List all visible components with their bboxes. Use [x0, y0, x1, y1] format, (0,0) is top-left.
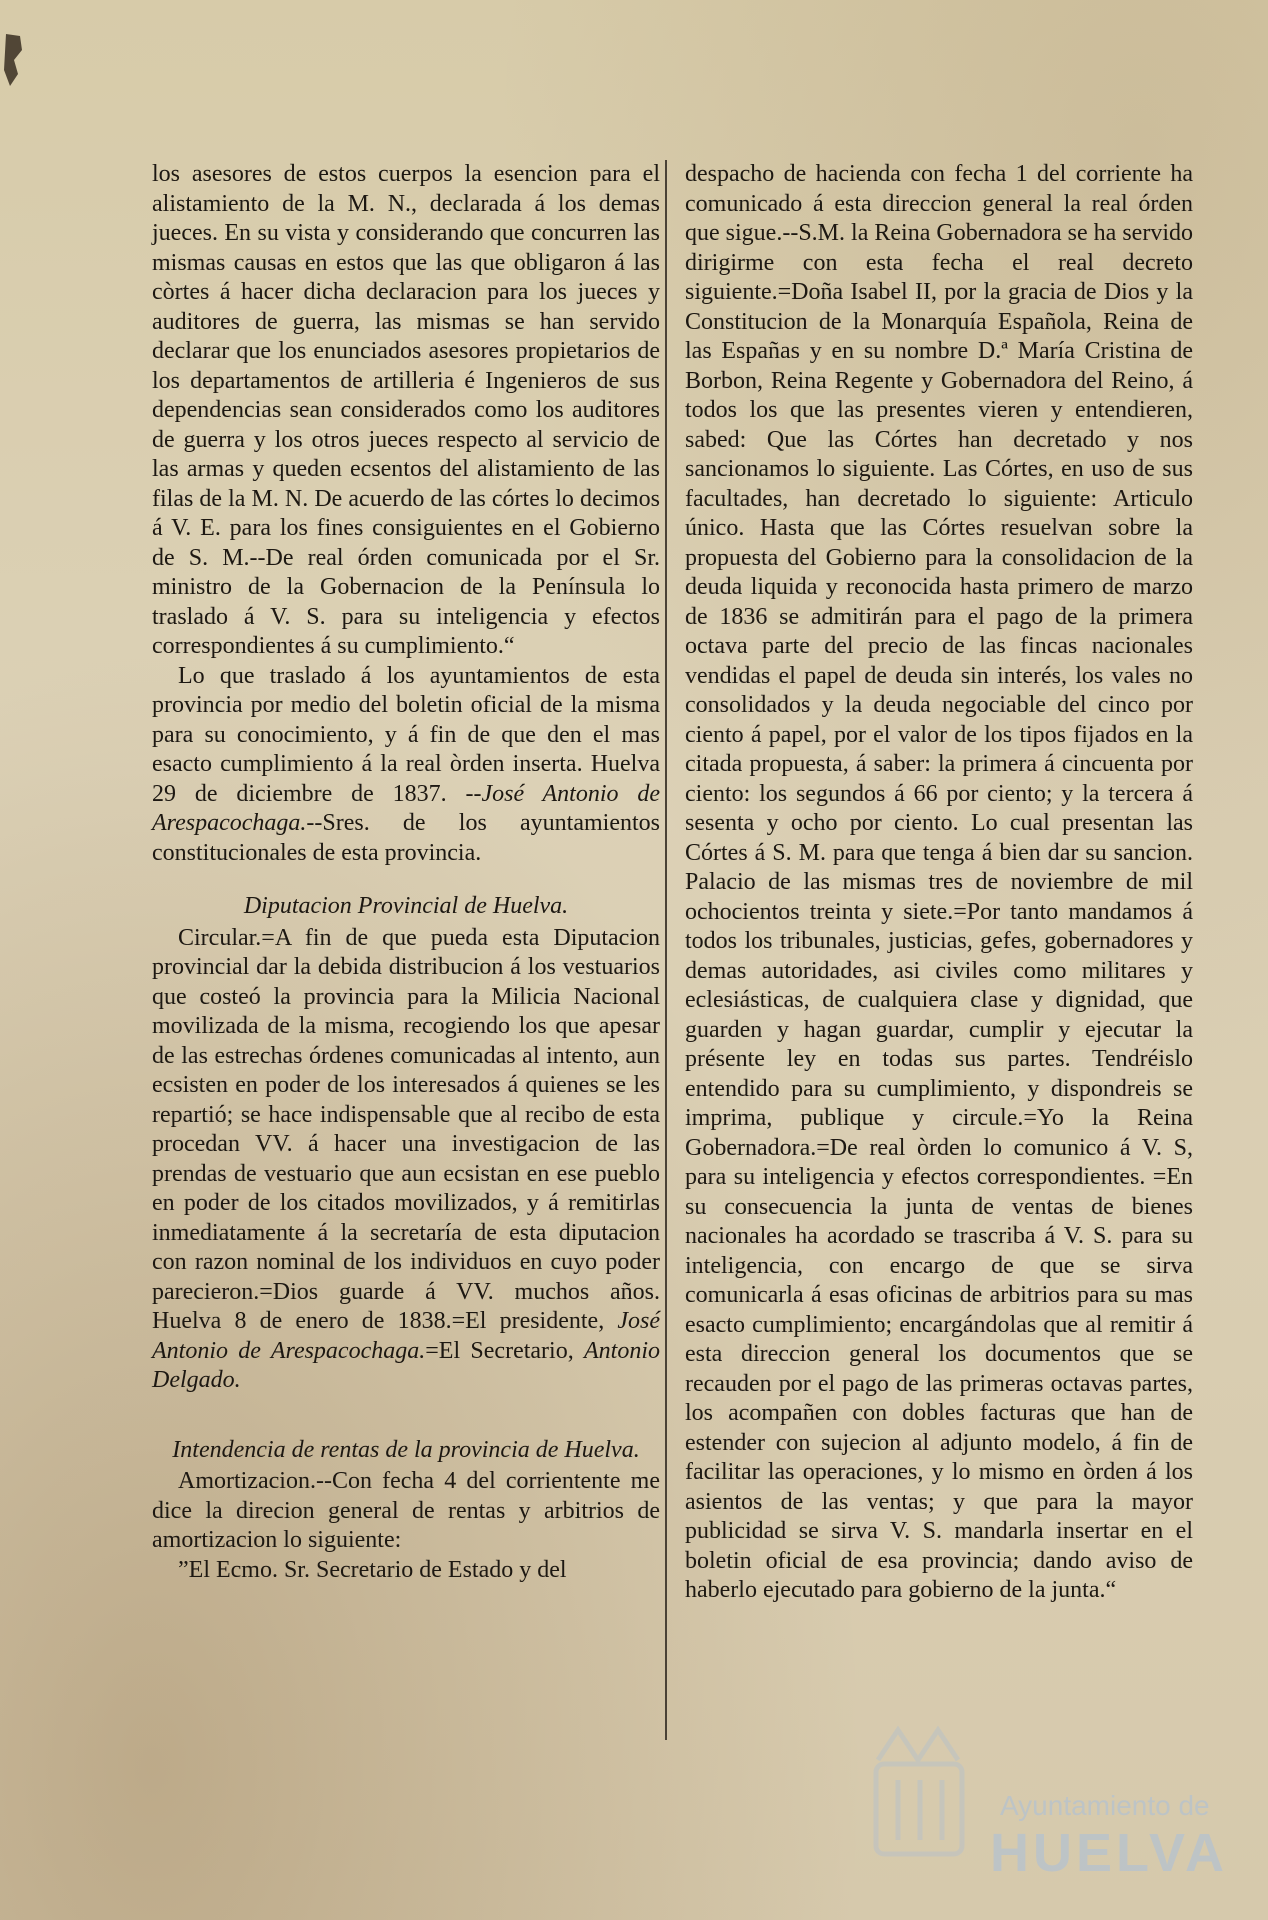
signature-arespacochaga: --José Antonio de Arespacochaga. [152, 780, 660, 836]
left-paragraph-1: los asesores de estos cuerpos la esencion para el alistamiento de la M. N., declarada á los demas jueces. En su vista y considerando que concurren las mismas causas en estos que las que obligaron á las còrtes á hacer dicha declaracion para los jueces y auditores de guerra, las mismas se han servido declarar que los enunciados asesores propietarios de los departamentos de artilleria é Ingenieros de sus dependencias sean considerados como los auditores de guerra y los otros jueces respecto al servicio de las armas y queden ecsentos del alistamiento de las filas de la M. N. De acuerdo de las córtes lo decimos á V. E. para los fines consiguientes en el Gobierno de S. M.--De real órden comunicada por el Sr. ministro de la Gobernacion de la Península lo traslado á V. S. para su inteligencia y efectos correspondientes á su cumplimiento.“ [152, 161, 660, 659]
circular-text: Circular.=A fin de que pueda esta Diputacion provincial dar la debida distribucion á los vestuarios que costeó la provincia para la Milicia Nacional movilizada de la misma, recogiendo los que apesar de las estrechas órdenes comunicadas al intento, aun ecsisten en poder de los interesados á quienes se les repartió; se hace indispensable que al recibo de esta procedan VV. á hacer una investigacion de las prendas de vestuario que aun ecsistan en ese pueblo en poder de los citados movilizados, y á remitirlas inmediatamente á la secretaría de esta diputacion con razon nominal de los individuos en cuyo poder parecieron.=Dios guarde á VV. muchos años. Huelva 8 de enero de 1838.=El presidente, [152, 924, 660, 1334]
right-paragraph-1: despacho de hacienda con fecha 1 del corriente ha comunicado á esta direccion general la real órden que sigue.--S.M. la Reina Gobernadora se ha servido dirigirme con esta fecha el real decreto siguiente.=Doña Isabel II, por la gracia de Dios y la Constitucion de la Monarquía Española, Reina de las Españas y en su nombre D.ª María Cristina de Borbon, Reina Regente y Gobernadora del Reino, á todos los que las presentes vieren y entendieren, sabed: Que las Córtes han decretado y nos sancionamos lo siguiente. Las Córtes, en uso de sus facultades, han decretado lo siguiente: Articulo único. Hasta que las Córtes resuelvan sobre la propuesta del Gobierno para la consolidacion de la deuda liquida y reconocida hasta primero de marzo de 1836 se admitirán para el pago de la primera octava parte del precio de las fincas nacionales vendidas el papel de deuda sin interés, los vales no consolidados y la deuda negociable del cinco por ciento á papel, por el valor de los tipos fijados en la citada propuesta, á saber: la primera á cincuenta por ciento: los segundos á 66 por ciento; y la tercera á sesenta y ocho por ciento. Lo cual presentan las Córtes á S. M. para que tenga á bien dar su sancion. Palacio de las mismas tres de noviembre de mil ochocientos treinta y siete.=Por tanto mandamos á todos los tribunales, justicias, gefes, gobernadores y demas autoridades, asi civiles como militares y eclesiásticas, de cualquiera clase y dignidad, que guarden y hagan guardar, cumplir y ejecutar la présente ley en todas sus partes. Tendréislo entendido para su cumplimiento, y dispondreis se imprima, publique y circule.=Yo la Reina Gobernadora.=De real òrden lo comunico á V. S, para su inteligencia y efectos correspondientes. =En su consecuencia la junta de ventas de bienes nacionales ha acordado se trascriba á V. S. para su inteligencia, con encargo de que se sirva comunicarla á esas oficinas de arbitrios para su mas esacto cumplimiento; encargándolas que al remitir á esta direccion general los documentos que se recauden por el pago de las primeras octavas partes, los acompañen con dobles facturas que han de estender con sujecion al adjunto modelo, á fin de facilitar las operaciones, y lo mismo en òrden á los asientos de las ventas; y que para la mayor publicidad se sirva V. S. mandarla insertar en el boletin oficial de esa provincia; dando aviso de haberlo ejecutado para gobierno de la junta.“ [685, 161, 1193, 1603]
left-paragraph-4: Amortizacion.--Con fecha 4 del corrientente me dice la direcion general de rentas y arbitrios de amortizacion lo siguiente: [152, 1468, 660, 1553]
secretario-label: =El Secretario, [425, 1337, 574, 1364]
left-paragraph-2-text: Lo que traslado á los ayuntamientos de esta provincia por medio del boletin oficial de la misma para su conocimiento, y á fin de que den el mas esacto cumplimiento á la real òrden inserta. Huelva 29 de diciembre de 1837. [152, 662, 660, 807]
heading-intendencia: Intendencia de rentas de la provincia de Huelva. [172, 1436, 640, 1463]
watermark-line-2: HUELVA [990, 1823, 1228, 1883]
heading-diputacion: Diputacion Provincial de Huelva. [243, 893, 569, 919]
edge-damage-mark [2, 30, 26, 90]
left-paragraph-5: ”El Ecmo. Sr. Secretario de Estado y del [178, 1556, 567, 1583]
left-column [152, 160, 660, 1585]
signature-secretario: Antonio Delgado. [152, 1337, 661, 1393]
left-paragraph-2-end: --Sres. de los ayuntamientos constitucionales de esta provincia. [152, 810, 660, 866]
column-divider [665, 160, 667, 1740]
right-column [685, 160, 1193, 1606]
signature-presidente: José Antonio de Arespacochaga. [152, 1308, 660, 1364]
left-paragraph-3 [152, 924, 660, 1396]
left-paragraph-2 [152, 662, 660, 869]
watermark-line-1: Ayuntamiento de [1000, 1790, 1210, 1821]
